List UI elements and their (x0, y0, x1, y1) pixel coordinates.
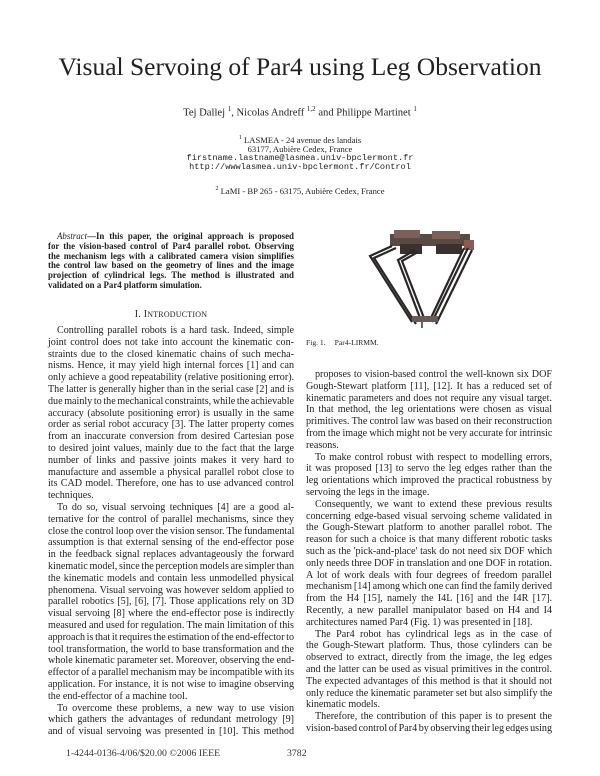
text-line: due mainly to the mechanical constraints, while the achievable (48, 395, 294, 407)
affiliation-1 (0, 134, 600, 173)
abstract-line: projection of cylindrical legs. The method is illustrated and (48, 270, 294, 281)
text-line: primitives. The control law was based on their reconstruction (306, 416, 552, 428)
affiliation-city: 63177, Aubière Cedex, France (247, 144, 353, 155)
text-line: and the latter can be used as visual primitives in the control. (306, 663, 552, 675)
paragraph (306, 499, 552, 629)
text-line: only reduce the kinematic parameter set but also simplify the (306, 687, 553, 699)
text-line: leg orientations which improved the practical robustness by (306, 475, 552, 487)
text-line: techniques. (48, 490, 94, 502)
text-line: whole kinematic parameter set. Moreover, observing the end- (48, 655, 295, 667)
author-affiliation-mark: 1,2 (306, 105, 316, 113)
affiliation-email: firstname.lastname@lasmea.univ-bpclermont.fr (186, 153, 414, 164)
paragraph (306, 369, 552, 452)
text-line: the end-effector of a machine tool. (48, 690, 188, 702)
paragraph (306, 711, 552, 735)
text-line: straints due to the closed kinematic chains of such mecha- (48, 348, 294, 360)
text-line: parallel robotics [5], [6], [7]. Those applications rely on 3D (48, 596, 294, 608)
text-line: reasons. (306, 439, 339, 451)
text-line: mechanism [14] among which one can find the family derived (306, 581, 552, 593)
author-affiliation-mark: 1 (413, 105, 417, 113)
right-column-text (306, 369, 552, 735)
text-line: kinematic parameters and does not require any visual target. (306, 392, 552, 404)
robot-end-effector (412, 316, 438, 328)
author-separator: and (315, 107, 337, 119)
paragraph (48, 502, 294, 703)
text-line: from an inaccurate conversion from desired Cartesian pose (48, 431, 294, 443)
text-line: Controlling parallel robots is a hard task. Indeed, simple (57, 325, 294, 336)
footer-copyright: 1-4244-0136-4/06/$20.00 ©2006 IEEE (66, 748, 221, 759)
text-line: close the control loop over the vision sensor. The fundamental (48, 525, 295, 537)
text-line: kinematic models. (306, 699, 381, 711)
text-line: In that method, the leg orientations were chosen as visual (306, 404, 552, 416)
text-line: it was proposed [13] to servo the leg edges rather than the (306, 463, 552, 475)
text-line: effector of a parallel mechanism may be incompatible with its (48, 667, 294, 679)
paragraph (306, 452, 552, 499)
paragraph (48, 325, 294, 502)
text-line: The expected advantages of this method is that it should not (306, 675, 552, 687)
text-line: Recently, a new parallel manipulator based on H4 and I4 (306, 604, 552, 616)
text-line: visual servoing [8] where the end-effector pose is indirectly (48, 608, 294, 620)
section-heading-introduction (48, 309, 294, 320)
text-line: the kinematic models and contain less unmodelled physical (48, 572, 294, 584)
figure-par4-robot-photo (360, 226, 495, 328)
abstract-label: Abstract (57, 231, 88, 241)
text-line: reason for such a choice is that many different robotic tasks (306, 534, 552, 546)
text-line: phenomena. Visual servoing was however seldom applied to (48, 584, 294, 596)
text-line: the Gough-Stewart platform to another parallel robot. The (306, 522, 552, 534)
text-line: from the H4 [15], namely the I4L [16] and the I4R [17]. (306, 593, 552, 605)
author-name: Philippe Martinet (336, 107, 411, 119)
text-line: the Gough-Stewart platform. Thus, those cylinders can be (306, 640, 552, 652)
left-column-text (48, 325, 294, 738)
text-line: kinematic model, since the perception models are simpler than (48, 560, 294, 572)
text-line: concerning edge-based visual servoing scheme validated in (306, 510, 552, 522)
text-line: accuracy (absolute positioning error) is usually in the same (48, 407, 294, 419)
text-line: assumption is that external sensing of the end-effector pose (48, 537, 294, 549)
figure-label: Fig. 1. (306, 338, 326, 347)
text-line: Gough-Stewart platform [11], [12]. It has a reduced set of (306, 380, 552, 392)
text-line: to desired joint values, mainly due to the fact that the large (48, 442, 294, 454)
robot-legs (370, 246, 472, 324)
affiliation-address: LaMI - BP 265 - 63175, Aubière Cedex, France (220, 185, 385, 196)
affiliation-2 (0, 185, 600, 196)
abstract-line: the control law based on the geometry of lines and the image (48, 260, 294, 271)
text-line: Consequently, we want to extend these previous results (315, 498, 552, 510)
paragraph (306, 629, 552, 712)
text-line: To overcome these problems, a new way to use vision (57, 702, 294, 714)
affiliation-mark: 2 (215, 186, 219, 192)
text-line: observed to extract, directly from the image, the leg edges (306, 652, 552, 664)
section-title: NTRODUCTION (147, 310, 208, 319)
paper-title: Visual Servoing of Par4 using Leg Observation (58, 52, 542, 81)
text-line: in the feedback signal replaces advantageously the forward (48, 549, 294, 561)
text-line: and of visual servoing was presented in [10]. This method (48, 726, 294, 738)
text-line: vision-based control of Par4 by observing their leg edges using (306, 722, 552, 734)
abstract-text: —In this paper, the original approach is proposed (87, 231, 294, 241)
text-line: To make control robust with respect to modelling errors, (315, 451, 552, 463)
affiliation-url: http://wwwlasmea.univ-bpclermont.fr/Control (189, 162, 411, 173)
text-line: nisms. Hence, it may yield high internal forces [1] and can (48, 360, 294, 372)
figure-caption (306, 338, 379, 347)
text-line: ternative for the control of parallel mechanisms, since they (48, 513, 294, 525)
affiliation-mark: 1 (238, 135, 242, 141)
text-line: approach is that it requires the estimation of the end-effector to (48, 631, 294, 643)
paragraph (48, 703, 294, 738)
text-line: which gathers the advantages of redundant metrology [9] (48, 714, 294, 726)
abstract-line: validated on a Par4 platform simulation. (48, 279, 202, 290)
figure-caption-text: Par4-LIRMM. (334, 338, 379, 347)
author-list (0, 105, 600, 119)
abstract-line: the mechanism legs with a calibrated camera vision simplifies (48, 250, 294, 261)
abstract-line: for the vision-based control of Par4 parallel robot. Observing (48, 240, 294, 251)
text-line: only needs three DOF in translation and one DOF in rotation. (306, 557, 552, 569)
author-separator: , (231, 107, 237, 119)
author-name: Nicolas Andreff (236, 107, 305, 119)
affiliation-address: LASMEA - 24 avenue des landais (243, 134, 362, 145)
text-line: architectures named Par4 (Fig. 1) was presented in [18]. (306, 616, 533, 628)
text-line: order as serial robot accuracy [3]. The latter property comes (48, 419, 294, 431)
section-number: I. I (134, 309, 148, 320)
text-line: servoing the legs in the image. (306, 486, 430, 498)
text-line: Therefore, the contribution of this paper is to present the (315, 711, 552, 723)
text-line: The Par4 robot has cylindrical legs as in the case of (315, 628, 552, 640)
author-affiliation-mark: 1 (227, 105, 232, 113)
author-name: Tej Dallej (183, 107, 226, 119)
page-number: 3782 (287, 748, 307, 759)
robot-base (390, 230, 474, 254)
text-line: measured and used for regulation. The main limitation of this (48, 619, 294, 631)
text-line: To do so, visual servoing techniques [4] are a good al- (57, 501, 294, 513)
text-line: joint control does not take into account the kinematic con- (48, 336, 294, 348)
text-line: its CAD model. Therefore, one has to use advanced control (48, 478, 294, 490)
text-line: proposes to vision-based control the well-known six DOF (315, 369, 552, 380)
text-line: application. For instance, it is not wise to imagine observing (48, 678, 294, 690)
text-line: such as the 'pick-and-place' task do not need six DOF which (306, 545, 552, 557)
text-line: manufacture and assemble a physical parallel robot close to (48, 466, 294, 478)
text-line: The latter is generally higher than in the serial case [2] and is (48, 383, 294, 395)
text-line: number of links and passive joints makes it very hard to (48, 454, 294, 466)
abstract (48, 232, 294, 291)
text-line: from the image which might not be very accurate for intrinsic (306, 427, 553, 439)
text-line: tool transformation, the world to base transformation and the (48, 643, 294, 655)
text-line: A lot of work deals with four degrees of freedom parallel (306, 569, 552, 581)
text-line: only achieve a good repeatability (relative positioning error). (48, 372, 295, 384)
